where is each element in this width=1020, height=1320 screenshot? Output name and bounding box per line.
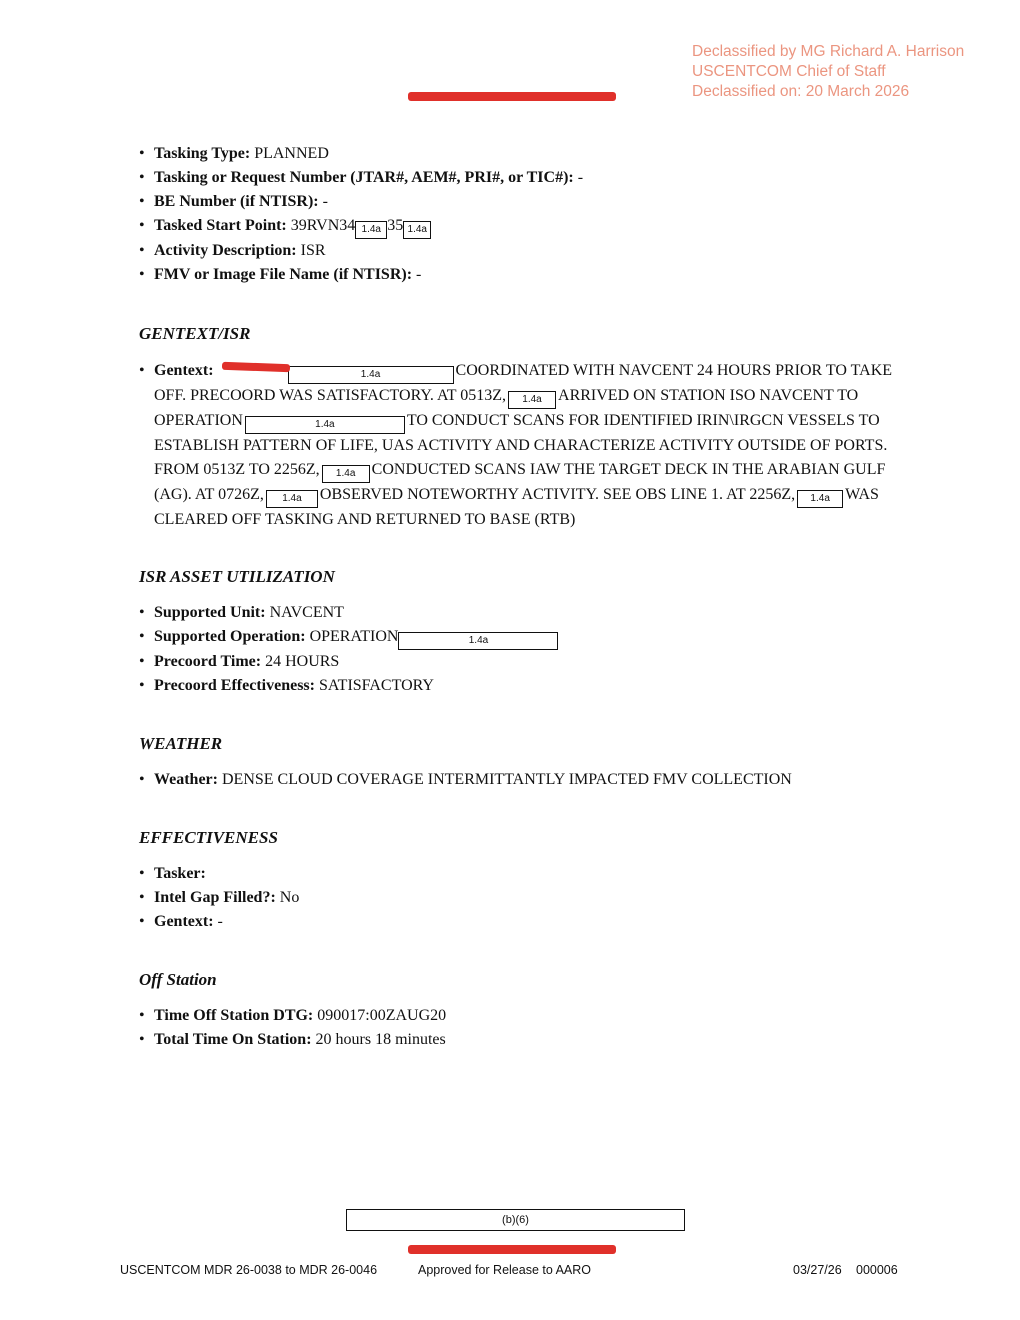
list-item: • Tasking or Request Number (JTAR#, AEM#, PRI#, or TIC#): - <box>139 166 899 190</box>
effectiveness-list <box>139 862 899 934</box>
list-item: • Weather: DENSE CLOUD COVERAGE INTERMITTANTLY IMPACTED FMV COLLECTION <box>139 768 899 792</box>
section-heading-off-station: Off Station <box>139 970 217 989</box>
section-heading-isr-asset-utilization: ISR ASSET UTILIZATION <box>139 567 335 586</box>
classification-marking-redaction-top <box>408 92 616 101</box>
section-heading-effectiveness: EFFECTIVENESS <box>139 828 278 847</box>
section-heading-weather: WEATHER <box>139 734 223 753</box>
list-item: • Tasked Start Point: 39RVN34 1.4a 35 1.4a <box>139 214 899 239</box>
list-item: • Precoord Effectiveness: SATISFACTORY <box>139 674 899 698</box>
list-item: • Supported Unit: NAVCENT <box>139 601 899 625</box>
redaction-box: 1.4a <box>508 391 556 409</box>
list-item: • Supported Operation: OPERATION 1.4a <box>139 625 899 650</box>
list-item: • FMV or Image File Name (if NTISR): - <box>139 263 899 287</box>
stamp-line-2: USCENTCOM Chief of Staff <box>692 63 886 80</box>
section-heading-gentext: GENTEXT/ISR <box>139 324 251 343</box>
document-body <box>139 142 899 1052</box>
declassification-stamp <box>692 42 964 102</box>
list-item: • Tasker: <box>139 862 899 886</box>
weather-list <box>139 768 899 792</box>
redaction-box: 1.4a <box>245 416 405 434</box>
isr-utilization-list <box>139 601 899 698</box>
redaction-box-b6: (b)(6) <box>346 1209 685 1231</box>
classification-marking-redaction-bottom <box>408 1245 616 1254</box>
footer-date: 03/27/26 <box>793 1263 842 1277</box>
list-item: • BE Number (if NTISR): - <box>139 190 899 214</box>
tasking-list <box>139 142 899 287</box>
list-item: • Activity Description: ISR <box>139 239 899 263</box>
off-station-list <box>139 1004 899 1052</box>
list-item: • Precoord Time: 24 HOURS <box>139 650 899 674</box>
gentext-paragraph: • Gentext: 1.4a COORDINATED WITH NAVCENT 24 HOURS PRIOR TO TAKE OFF. PRECOORD WAS SATISFACTORY. AT 0513Z, 1.4a ARRIVED ON STATION ISO NAVCENT TO OPERATION 1.4a TO CONDUCT SCANS FOR IDENTIFIED IRIN\IRGCN VESSELS TO ESTABLISH PATTERN OF LIFE, UAS ACTIVITY AND CHARACTERIZE ACTIVITY OUTSIDE OF PORTS. FROM 0513Z TO 2256Z, 1.4a CONDUCTED SCANS IAW THE TARGET DECK IN THE ARABIAN GULF (AG). AT 0726Z, 1.4a OBSERVED NOTEWORTHY ACTIVITY. SEE OBS LINE 1. AT 2256Z, 1.4a WAS CLEARED OFF TASKING AND RETURNED TO BASE (RTB) <box>139 359 899 531</box>
list-item: • Total Time On Station: 20 hours 18 minutes <box>139 1028 899 1052</box>
redaction-box: 1.4a <box>266 490 318 508</box>
footer-release-note: Approved for Release to AARO <box>418 1263 592 1277</box>
redaction-box: 1.4a <box>322 465 370 483</box>
stamp-line-3: Declassified on: 20 March 2026 <box>692 83 910 100</box>
redaction-box: 1.4a <box>398 632 558 650</box>
list-item: • Time Off Station DTG: 090017:00ZAUG20 <box>139 1004 899 1028</box>
footer-mdr-number: USCENTCOM MDR 26-0038 to MDR 26-0046 <box>120 1263 378 1277</box>
redaction-box: 1.4a <box>355 221 387 239</box>
stamp-line-1: Declassified by MG Richard A. Harrison <box>692 43 965 60</box>
footer-page-number: 000006 <box>856 1263 898 1277</box>
redaction-box: 1.4a <box>288 366 454 384</box>
list-item: • Intel Gap Filled?: No <box>139 886 899 910</box>
list-item: • Gentext: - <box>139 910 899 934</box>
redaction-box: 1.4a <box>403 221 431 239</box>
list-item: • Tasking Type: PLANNED <box>139 142 899 166</box>
redaction-box: 1.4a <box>797 490 843 508</box>
